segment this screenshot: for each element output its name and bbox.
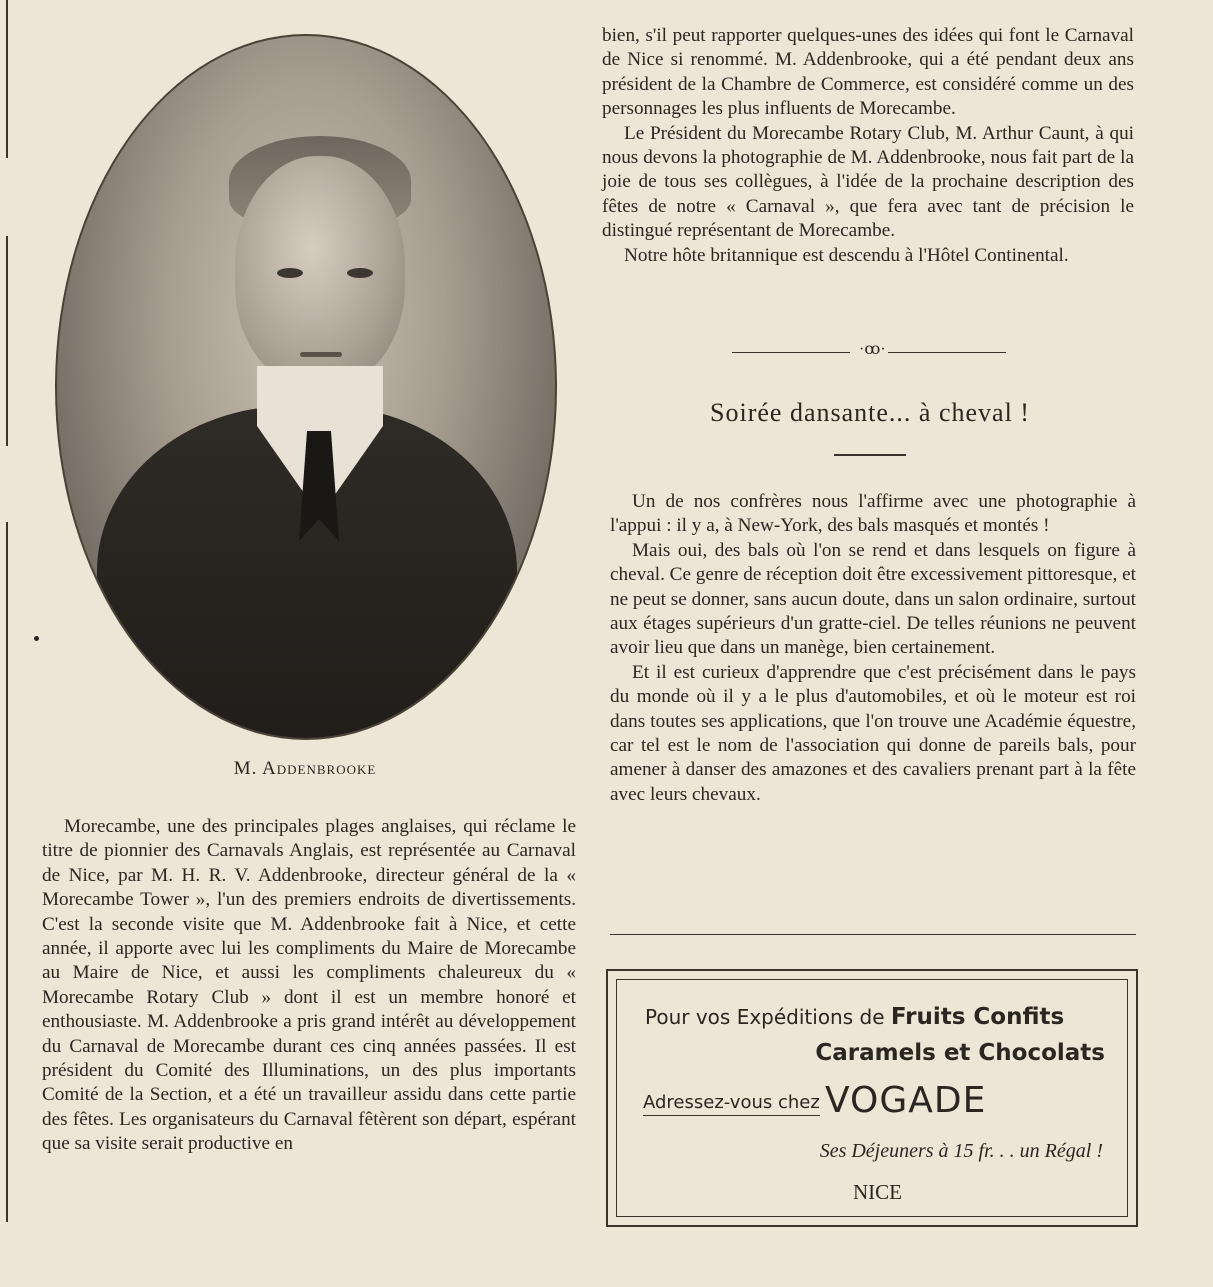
- portrait-photo: [55, 34, 557, 740]
- photo-caption: M. Addenbrooke: [233, 758, 377, 779]
- section-ornament: [732, 341, 1006, 360]
- ad-address-label: Adressez-vous chez: [643, 1092, 820, 1116]
- ornament-line: [732, 352, 850, 353]
- vogade-advertisement: [606, 969, 1138, 1227]
- title-underline: [834, 454, 906, 456]
- ink-dot: [34, 636, 39, 641]
- ad-inner-frame: [616, 979, 1128, 1217]
- ornament-line: [888, 352, 1006, 353]
- portrait-eye: [347, 268, 373, 278]
- article-paragraph: Un de nos confrères nous l'affirme avec une photographie à l'appui : il y a, à New-York, des bals masqués et montés !: [610, 491, 1136, 537]
- portrait-mouth: [300, 352, 342, 357]
- portrait-eye: [277, 268, 303, 278]
- section-title: Soirée dansante... à cheval !: [710, 398, 1030, 427]
- section-body: [610, 490, 1136, 807]
- ad-tagline: Ses Déjeuners à 15 fr. . . un Régal !: [819, 1140, 1103, 1162]
- ad-line-2: Caramels et Chocolats: [815, 1040, 1105, 1066]
- ad-city: NICE: [853, 1180, 902, 1204]
- column-divider: [610, 934, 1136, 935]
- right-column-continuation: [602, 24, 1134, 268]
- ad-line-1-prefix: Pour vos Expéditions de: [645, 1005, 885, 1029]
- left-column: [42, 815, 576, 1157]
- ad-brand: VOGADE: [825, 1080, 987, 1121]
- article-paragraph: bien, s'il peut rapporter quelques-unes des idées qui font le Carnaval de Nice si renommé. M. Addenbrooke, qui a été pendant deux ans président de la Chambre de Commerce, est considéré comme un des personnages les plus influents de Morecambe.: [602, 25, 1134, 120]
- article-paragraph: Notre hôte britannique est descendu à l'Hôtel Continental.: [624, 244, 1069, 266]
- facing-page-edge: [0, 0, 8, 158]
- ad-fruits-confits: Fruits Confits: [890, 1004, 1065, 1030]
- ornament-glyph: ·ꝏ·: [859, 341, 886, 358]
- ad-line-1: [645, 1004, 1064, 1030]
- article-paragraph: Morecambe, une des principales plages anglaises, qui réclame le titre de pionnier des Carnavals Anglais, est représentée au Carnaval de Nice, par M. H. R. V. Addenbrooke, directeur général de la « Morecambe Tower », l'un des premiers endroits de divertissements. C'est la seconde visite que M. Addenbrooke fait à Nice, et cette année, il apporte avec lui les compliments du Maire de Morecambe au Maire de Nice, et aussi les compliments chaleureux du « Morecambe Rotary Club » dont il est un membre honoré et enthousiaste. M. Addenbrooke a pris grand intérêt au développement du Carnaval de Morecambe durant ces cinq années passées. Il est président du Comité des Illuminations, un des plus importants Comité de la Section, et a été un travailleur assidu dans cette partie des fêtes. Les organisateurs du Carnaval fêtèrent son départ, espérant que sa visite serait productive en: [42, 816, 576, 1155]
- article-paragraph: Mais oui, des bals où l'on se rend et dans lesquels on figure à cheval. Ce genre de réception doit être excessivement pittoresque, et ne peut se donner, sans aucun doute, dans un salon ordinaire, surtout aux étages supérieurs d'un gratte-ciel. De telles réunions ne peuvent avoir lieu que dans un manège, bien certainement.: [610, 539, 1136, 659]
- article-paragraph: Et il est curieux d'apprendre que c'est précisément dans le pays du monde où il y a le plus d'automobiles, et où le moteur est roi dans toutes ses applications, que l'on trouve une Académie équestre, car tel est le nom de l'association qui donne de pareils bals, pour amener à danser des amazones et des cavaliers prenant part à la fête avec leurs chevaux.: [610, 661, 1136, 805]
- facing-page-edge: [0, 236, 8, 446]
- facing-page-edge: [0, 522, 8, 1222]
- article-paragraph: Le Président du Morecambe Rotary Club, M. Arthur Caunt, à qui nous devons la photographie de M. Addenbrooke, nous fait part de la joie de tous ses collègues, à l'idée de la prochaine description des fêtes de notre « Carnaval », que fera avec tant de précision le distingué représentant de Morecambe.: [602, 122, 1134, 242]
